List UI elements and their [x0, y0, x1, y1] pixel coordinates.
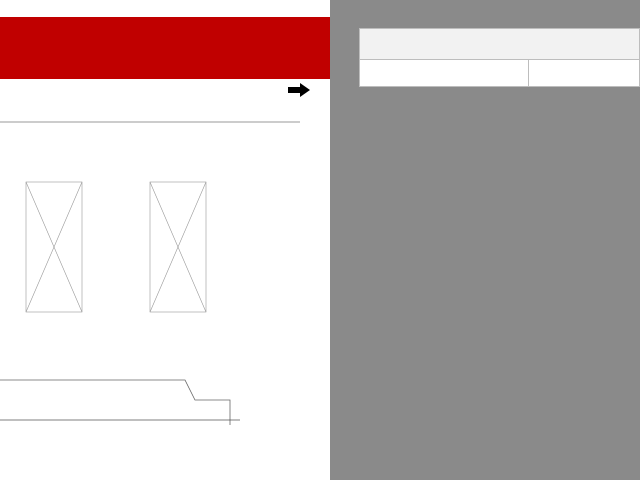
total-value	[529, 60, 640, 87]
table-header-row	[360, 29, 640, 60]
title-banner	[0, 17, 330, 79]
direction-arrow-icon	[288, 83, 310, 97]
unit-summary-panel	[330, 0, 640, 480]
floor-plan-drawing	[0, 80, 330, 480]
total-row	[360, 60, 640, 87]
courtyard-void	[26, 182, 206, 312]
table-header	[360, 29, 640, 60]
unit-area-table	[359, 28, 640, 87]
total-label	[360, 60, 529, 87]
